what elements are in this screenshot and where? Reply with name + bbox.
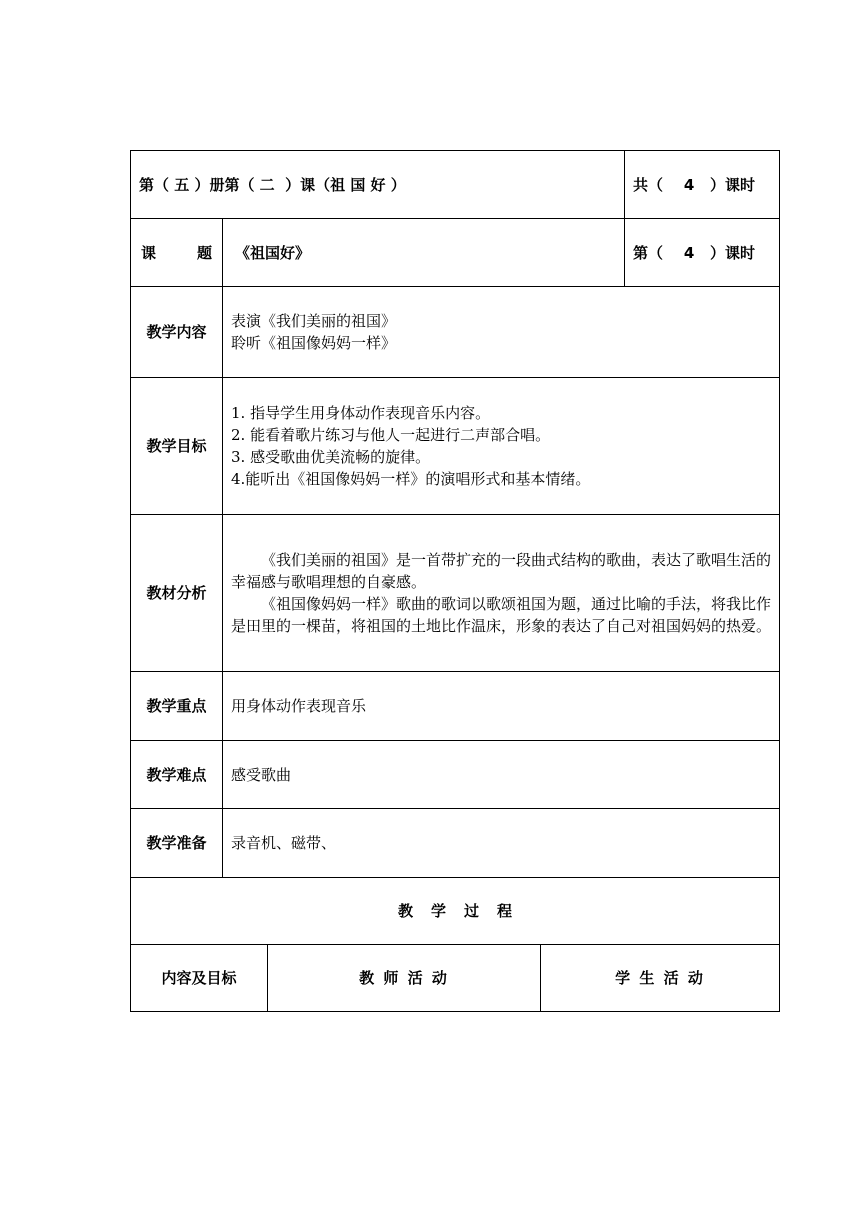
goals-value — [223, 378, 779, 514]
content-value — [223, 287, 779, 377]
student-column-header: 学 生 活 动 — [615, 969, 705, 987]
process-title-char: 教 — [397, 902, 413, 920]
preparation-label: 教学准备 — [146, 834, 207, 852]
content-line: 表演《我们美丽的祖国》 — [231, 312, 397, 330]
total-hours-cell — [625, 151, 779, 218]
topic-value-cell — [223, 219, 624, 286]
process-title — [131, 878, 779, 944]
topic-value: 《祖国好》 — [235, 243, 311, 262]
current-hour-text: 第（ 4 ）课时 — [633, 243, 755, 262]
difficulty-value: 感受歌曲 — [231, 765, 292, 784]
topic-label-right: 题 — [196, 243, 212, 262]
analysis-value — [223, 515, 779, 671]
book-lesson-cell — [131, 151, 624, 218]
content-label: 教学内容 — [146, 323, 207, 341]
process-title-char: 过 — [464, 902, 480, 920]
preparation-value: 录音机、磁带、 — [231, 834, 337, 852]
key-point-value: 用身体动作表现音乐 — [231, 697, 367, 715]
book-lesson-text: 第（ 五 ）册第（ 二 ）课（祖 国 好 ） — [139, 175, 406, 194]
difficulty-label: 教学难点 — [146, 765, 207, 784]
process-title-char: 程 — [497, 902, 513, 920]
analysis-paragraph: 《祖国像妈妈一样》歌曲的歌词以歌颂祖国为题，通过比喻的手法，将我比作是田里的一棵苗，将祖国的土地比作温床，形象的表达了自己对祖国妈妈的热爱。 — [231, 595, 772, 635]
goal-line: 3. 感受歌曲优美流畅的旋律。 — [231, 448, 431, 466]
content-line: 聆听《祖国像妈妈一样》 — [231, 334, 397, 352]
teacher-column-header: 教 师 活 动 — [359, 969, 449, 987]
key-point-label: 教学重点 — [146, 697, 207, 715]
goals-label: 教学目标 — [146, 437, 207, 455]
process-title-char: 学 — [430, 902, 446, 920]
topic-label-cell — [131, 219, 222, 286]
goal-line: 4.能听出《祖国像妈妈一样》的演唱形式和基本情绪。 — [231, 470, 591, 488]
total-hours-text: 共（ 4 ）课时 — [633, 175, 755, 194]
current-hour-cell — [625, 219, 779, 286]
topic-label-left: 课 — [141, 243, 157, 262]
lesson-plan-table — [130, 150, 780, 1012]
analysis-label: 教材分析 — [146, 584, 207, 602]
analysis-paragraph: 《我们美丽的祖国》是一首带扩充的一段曲式结构的歌曲，表达了歌唱生活的幸福感与歌唱理想的自豪感。 — [231, 551, 772, 591]
goal-column-header: 内容及目标 — [161, 969, 237, 987]
goal-line: 1. 指导学生用身体动作表现音乐内容。 — [231, 404, 491, 422]
goal-line: 2. 能看着歌片练习与他人一起进行二声部合唱。 — [231, 426, 551, 444]
